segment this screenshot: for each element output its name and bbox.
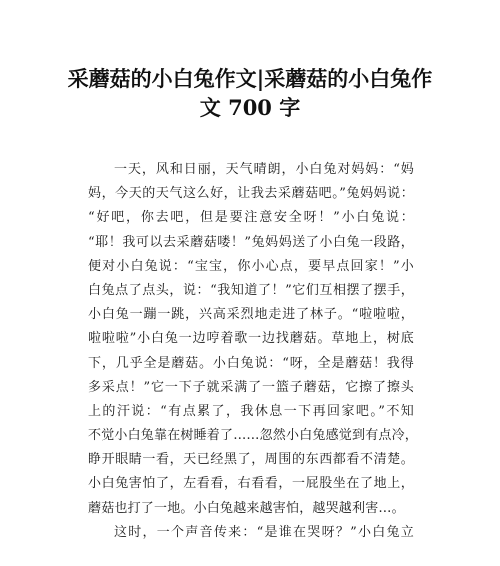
body-line: 小白兔害怕了，左看看，右看看，一屁股坐在了地上， (88, 476, 414, 492)
body-line: “耶！我可以去采蘑菇喽！”兔妈妈送了小白兔一段路， (88, 234, 414, 250)
body-line: 不觉小白兔靠在树睡着了……忽然小白兔感觉到有点冷， (88, 428, 419, 444)
document-title (60, 64, 440, 122)
body-line: 多采点！”它一下子就采满了一篮子蘑菇，它擦了擦头 (88, 379, 414, 395)
body-line: 白兔点了点头，说：“我知道了！”它们互相摆了摆手， (88, 282, 414, 298)
body-line: “好吧，你去吧，但是要注意安全呀！”小白兔说： (88, 210, 414, 226)
body-line: 小白兔一蹦一跳，兴高采烈地走进了林子。“啦啦啦， (88, 307, 414, 323)
body-line: 睁开眼睛一看，天已经黑了，周围的东西都看不清楚。 (88, 452, 414, 468)
essay-body (88, 158, 419, 545)
body-line: 啦啦啦”小白兔一边哼着歌一边找蘑菇。草地上，树底 (88, 331, 414, 347)
body-line: 妈，今天的天气这么好，让我去采蘑菇吧。”兔妈妈说： (88, 186, 414, 202)
body-line: 这时，一个声音传来：“是谁在哭呀？”小白兔立 (114, 524, 414, 540)
body-line: 下，几乎全是蘑菇。小白兔说：“呀，全是蘑菇！我得 (88, 355, 414, 371)
title-line-1: 采蘑菇的小白兔作文|采蘑菇的小白兔作 (67, 66, 433, 91)
body-line: 蘑菇也打了一地。小白兔越来越害怕，越哭越利害…。 (88, 500, 405, 516)
body-line: 便对小白兔说：“宝宝，你小心点，要早点回家！”小 (88, 258, 414, 274)
body-line: 上的汗说：“有点累了，我休息一下再回家吧。”不知 (88, 403, 414, 419)
title-line-2: 文 700 字 (199, 95, 301, 120)
body-line: 一天，风和日丽，天气晴朗，小白兔对妈妈：“妈 (114, 162, 414, 177)
